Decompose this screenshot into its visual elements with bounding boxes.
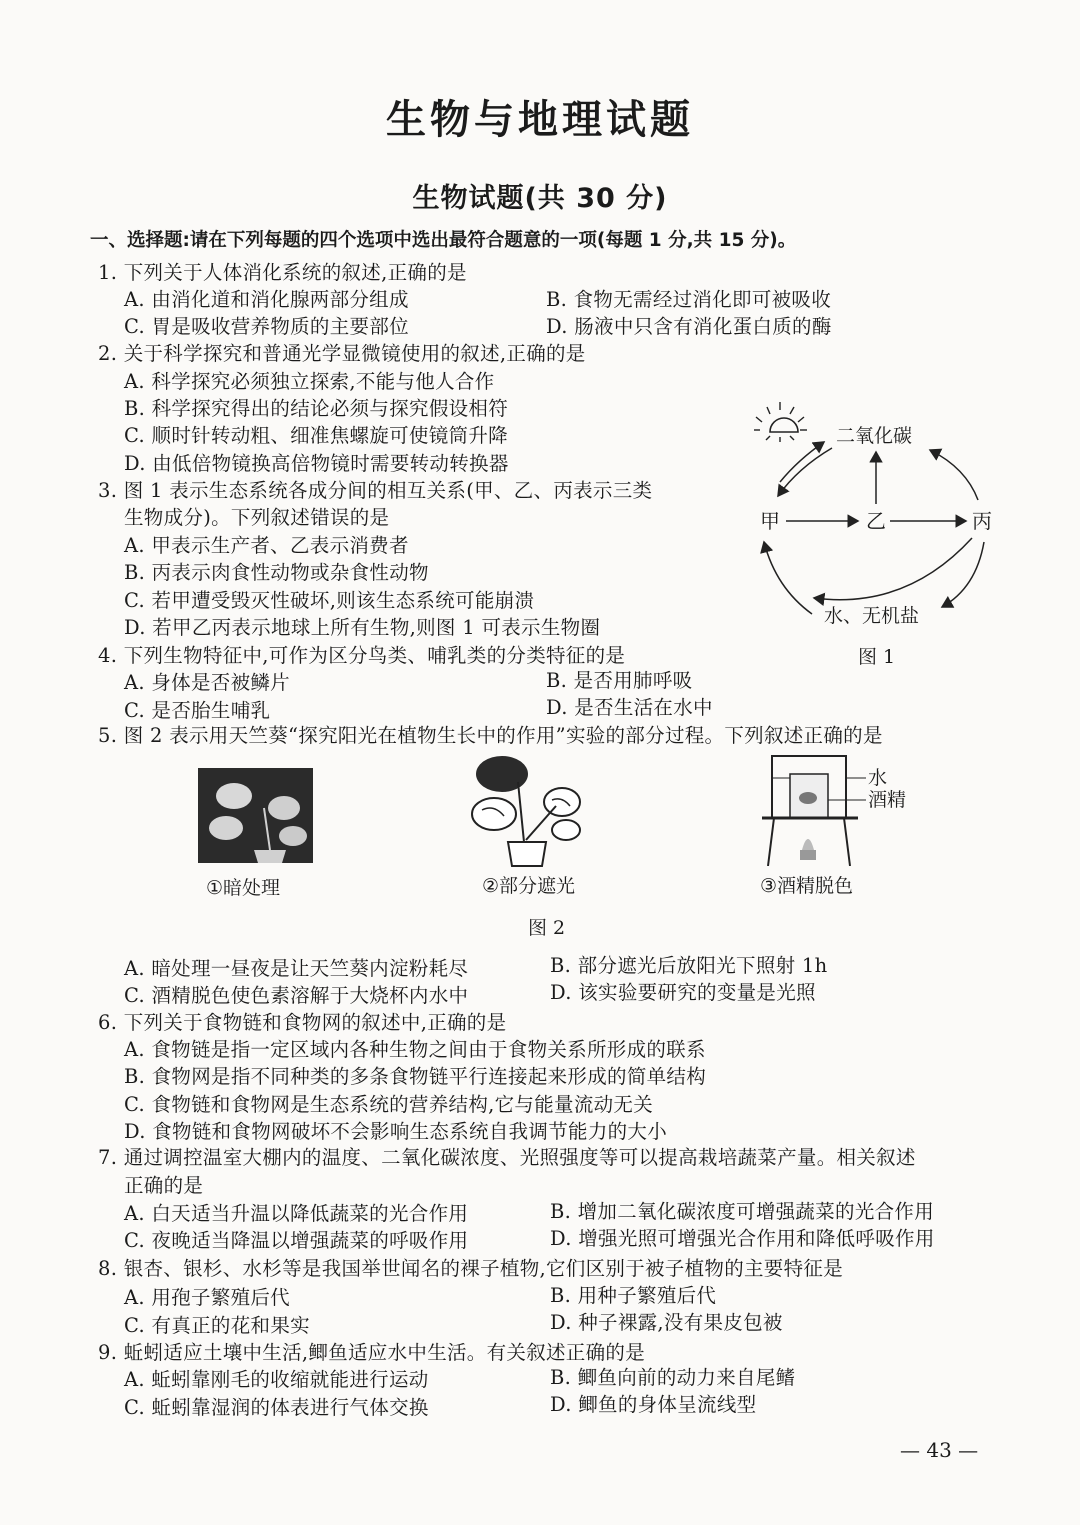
option-d: D. 种子裸露,没有果皮包被 [550, 1311, 783, 1334]
question-stem: 7. 通过调控温室大棚内的温度、二氧化碳浓度、光照强度等可以提高栽培蔬菜产量。相关叙述 [98, 1146, 916, 1169]
option-a: A. 用孢子繁殖后代 [124, 1286, 290, 1309]
option-a: A. 科学探究必须独立探索,不能与他人合作 [124, 370, 495, 393]
page-number: — 43 — [900, 1438, 979, 1462]
option-c: C. 胃是吸收营养物质的主要部位 [124, 315, 409, 338]
water-label: 水 [868, 767, 888, 789]
option-a: A. 白天适当升温以降低蔬菜的光合作用 [124, 1202, 469, 1225]
option-a: A. 身体是否被鳞片 [124, 671, 290, 694]
step-2-label: ②部分遮光 [482, 875, 576, 897]
option-d: D. 是否生活在水中 [546, 696, 713, 719]
option-a: A. 甲表示生产者、乙表示消费者 [124, 534, 409, 557]
jia-label: 甲 [760, 509, 780, 533]
question-stem: 2. 关于科学探究和普通光学显微镜使用的叙述,正确的是 [98, 342, 586, 365]
option-d: D. 增强光照可增强光合作用和降低呼吸作用 [550, 1227, 935, 1250]
option-b: B. 食物无需经过消化即可被吸收 [546, 288, 832, 311]
figure-1-diagram [740, 392, 1010, 627]
option-a: A. 由消化道和消化腺两部分组成 [124, 288, 409, 311]
option-d: D. 食物链和食物网破坏不会影响生态系统自我调节能力的大小 [124, 1120, 668, 1143]
option-c: C. 顺时针转动粗、细准焦螺旋可使镜筒升降 [124, 424, 508, 447]
question-stem: 8. 银杏、银杉、水杉等是我国举世闻名的裸子植物,它们区别于被子植物的主要特征是 [98, 1257, 844, 1280]
alcohol-decolor-image [762, 754, 912, 866]
option-b: B. 部分遮光后放阳光下照射 1h [550, 954, 828, 977]
option-d: D. 由低倍物镜换高倍物镜时需要转动转换器 [124, 452, 509, 475]
option-d: D. 肠液中只含有消化蛋白质的酶 [546, 315, 832, 338]
option-c: C. 有真正的花和果实 [124, 1314, 310, 1337]
figure-2-caption: 图 2 [528, 917, 566, 939]
question-stem-cont: 正确的是 [124, 1174, 204, 1197]
option-c: C. 若甲遭受毁灭性破坏,则该生态系统可能崩溃 [124, 589, 535, 612]
option-c: C. 食物链和食物网是生态系统的营养结构,它与能量流动无关 [124, 1093, 654, 1116]
sun-icon [754, 402, 807, 442]
option-b: B. 鲫鱼向前的动力来自尾鳍 [550, 1366, 796, 1389]
option-b: B. 科学探究得出的结论必须与探究假设相符 [124, 397, 509, 420]
step-3-label: ③酒精脱色 [760, 875, 854, 897]
option-b: B. 用种子繁殖后代 [550, 1284, 717, 1307]
option-c: C. 夜晚适当降温以增强蔬菜的呼吸作用 [124, 1229, 469, 1252]
option-a: A. 暗处理一昼夜是让天竺葵内淀粉耗尽 [124, 957, 469, 980]
option-a: A. 蚯蚓靠刚毛的收缩就能进行运动 [124, 1368, 429, 1391]
question-stem: 1. 下列关于人体消化系统的叙述,正确的是 [98, 261, 467, 284]
question-stem-cont: 生物成分)。下列叙述错误的是 [124, 506, 390, 529]
option-d: D. 鲫鱼的身体呈流线型 [550, 1393, 757, 1416]
option-c: C. 是否胎生哺乳 [124, 699, 271, 722]
option-b: B. 丙表示肉食性动物或杂食性动物 [124, 561, 429, 584]
bing-label: 丙 [972, 509, 992, 533]
question-stem: 3. 图 1 表示生态系统各成分间的相互关系(甲、乙、丙表示三类 [98, 479, 653, 502]
figure-1-caption: 图 1 [858, 646, 896, 668]
option-d: D. 该实验要研究的变量是光照 [550, 981, 816, 1004]
option-b: B. 食物网是指不同种类的多条食物链平行连接起来形成的简单结构 [124, 1065, 707, 1088]
section-title: 生物试题(共 30 分) [412, 183, 668, 214]
step-1-label: ①暗处理 [206, 877, 281, 899]
yi-label: 乙 [866, 509, 886, 533]
option-b: B. 增加二氧化碳浓度可增强蔬菜的光合作用 [550, 1200, 935, 1223]
option-c: C. 酒精脱色使色素溶解于大烧杯内水中 [124, 984, 469, 1007]
question-stem: 9. 蚯蚓适应土壤中生活,鲫鱼适应水中生活。有关叙述正确的是 [98, 1341, 646, 1364]
page-title: 生物与地理试题 [386, 97, 694, 143]
dark-treatment-image [198, 768, 313, 863]
option-a: A. 食物链是指一定区域内各种生物之间由于食物关系所形成的联系 [124, 1038, 706, 1061]
water-salt-label: 水、无机盐 [824, 605, 920, 627]
question-stem: 6. 下列关于食物链和食物网的叙述中,正确的是 [98, 1011, 507, 1034]
option-b: B. 是否用肺呼吸 [546, 669, 693, 692]
question-stem: 4. 下列生物特征中,可作为区分鸟类、哺乳类的分类特征的是 [98, 644, 626, 667]
co2-label: 二氧化碳 [836, 425, 913, 447]
partial-shading-image [470, 752, 585, 867]
alcohol-label: 酒精 [868, 789, 907, 811]
option-c: C. 蚯蚓靠湿润的体表进行气体交换 [124, 1396, 429, 1419]
question-stem: 5. 图 2 表示用天竺葵“探究阳光在植物生长中的作用”实验的部分过程。下列叙述正确的是 [98, 724, 883, 747]
section-heading: 一、选择题:请在下列每题的四个选项中选出最符合题意的一项(每题 1 分,共 15 分)。 [90, 230, 797, 251]
option-d: D. 若甲乙丙表示地球上所有生物,则图 1 可表示生物圈 [124, 616, 601, 639]
